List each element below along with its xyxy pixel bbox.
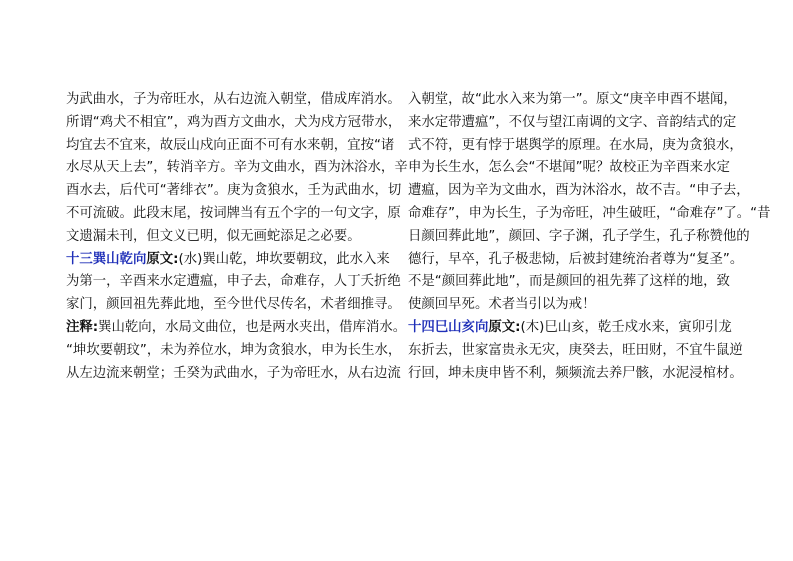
yuanwen-label: 原文: [488, 319, 521, 335]
left-column [66, 89, 408, 385]
text-line: 入朝堂，故“此水入来为第一”。原文“庚辛申酉不堪闻， [408, 92, 737, 107]
text-line: 为武曲水，子为帝旺水，从右边流入朝堂，借成库消水。 [66, 92, 401, 107]
text-line: 申为长生水，怎么会“不堪闻”呢？故校正为辛酉来水定 [408, 160, 730, 176]
text-line: “坤坎要朝玟”，未为养位水，坤为贪狼水，申为长生水， [66, 342, 402, 358]
text-line: 日颜回葬此地”，颜回、字子渊，孔子学生，孔子称赞他的 [408, 228, 750, 244]
text-line: 式不符，更有悖于堪舆学的原理。在水局，庚为贪狼水， [408, 137, 743, 153]
section-13-first-line [66, 249, 390, 272]
text-line: 所谓“鸡犬不相宜”，鸡为酉方文曲水，犬为戍方冠带水， [66, 114, 402, 130]
text-line: 命难存”，申为长生，子为帝旺，冲生破旺，“命难存”了。“昔 [408, 205, 771, 221]
text-line: 不可流破。此段末尾，按词牌当有五个字的一句文字，原 [66, 205, 401, 221]
section-13-text: (水)巽山乾，坤坎要朝玟，此水入来 [178, 251, 390, 267]
zhushi-label: 注释: [66, 319, 99, 335]
yuanwen-label: 原文: [146, 251, 179, 267]
text-line: 均宜去不宜来，故辰山戍向正面不可有水来朝，宜按“诸 [66, 137, 395, 153]
right-column [408, 89, 771, 385]
text-line: 文遗漏未刊，但文义已明，似无画蛇添足之必要。 [66, 228, 361, 244]
text-line: 东折去，世家富贵永无灾，庚癸去，旺田财，不宜牛鼠逆 [408, 342, 743, 358]
text-line: 不是“颜回葬此地”，而是颜回的祖先葬了这样的地，致 [408, 274, 730, 290]
text-line: 酉水去，后代可“著绯衣”。庚为贪狼水，壬为武曲水，切 [66, 183, 402, 199]
section-13-heading: 十三巽山乾向 [66, 251, 147, 267]
text-line: 来水定带遭瘟”，不仅与望江南调的文字、音韵结式的定 [408, 114, 737, 130]
section-14-heading: 十四巳山亥向 [408, 319, 489, 335]
section-14-first-line [408, 317, 730, 340]
zhushi-first-line [66, 317, 407, 340]
text-line: 从左边流来朝堂；壬癸为武曲水，子为帝旺水，从右边流 [66, 365, 401, 381]
section-14-text: (木)巳山亥，乾壬戍水来，寅卯引龙 [520, 319, 732, 335]
text-line: 水尽从天上去”，转消辛方。辛为文曲水，酉为沐浴水，辛 [66, 160, 408, 176]
text-line: 为第一，辛酉来水定遭瘟，申子去，命难存，人丁夭折绝 [66, 274, 401, 290]
text-line: 遭瘟，因为辛为文曲水，酉为沐浴水，故不吉。“申子去， [408, 183, 750, 199]
text-line: 德行，早卒，孔子极悲恸，后被封建统治者尊为“复圣”。 [408, 251, 744, 267]
text-line: 使颜回早死。术者当引以为戒！ [408, 297, 596, 313]
zhushi-text: 巽山乾向，水局文曲位，也是两水夹出，借库消水。 [98, 319, 407, 335]
text-line: 家门，颜回祖先葬此地，至今世代尽传名，术者细推寻。 [66, 297, 401, 313]
text-line: 行回，坤未庚申皆不利，频频流去养尸骸，水泥浸棺材。 [408, 365, 743, 381]
